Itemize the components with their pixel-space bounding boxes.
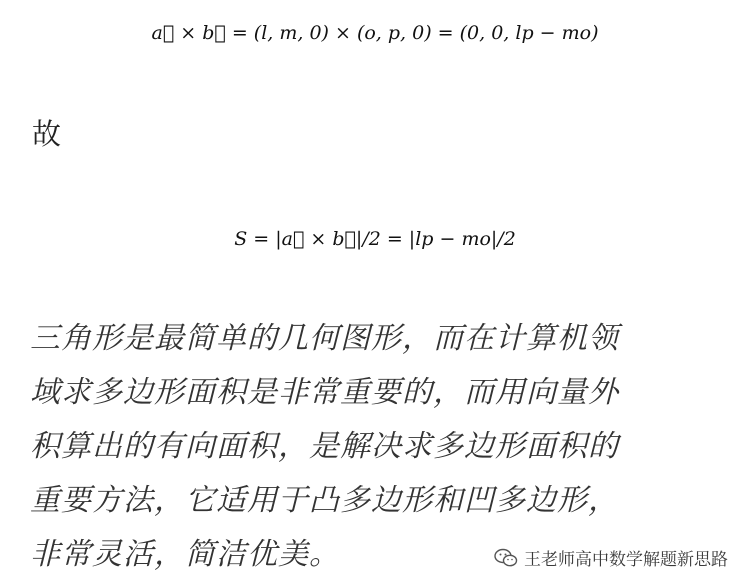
paragraph-line: 域求多边形面积是非常重要的，而用向量外 <box>30 375 619 410</box>
summary-paragraph <box>30 312 730 582</box>
therefore-label: 故 <box>32 117 62 151</box>
paragraph-line: 积算出的有向面积，是解决求多边形面积的 <box>30 429 619 464</box>
equation-area: S = |a⃗ × b⃗|/2 = |lp − mo|/2 <box>234 228 516 250</box>
paragraph-line: 重要方法，它适用于凸多边形和凹多边形， <box>30 483 619 518</box>
watermark-text: 王老师高中数学解题新思路 <box>524 550 728 570</box>
paragraph-line: 三角形是最简单的几何图形，而在计算机领 <box>30 321 619 356</box>
wechat-icon <box>494 548 518 568</box>
watermark <box>494 545 728 570</box>
paragraph-line: 非常灵活，简洁优美。 <box>30 537 340 572</box>
equation-cross-product: a⃗ × b⃗ = (l, m, 0) × (o, p, 0) = (0, 0, lp − mo) <box>151 22 599 44</box>
